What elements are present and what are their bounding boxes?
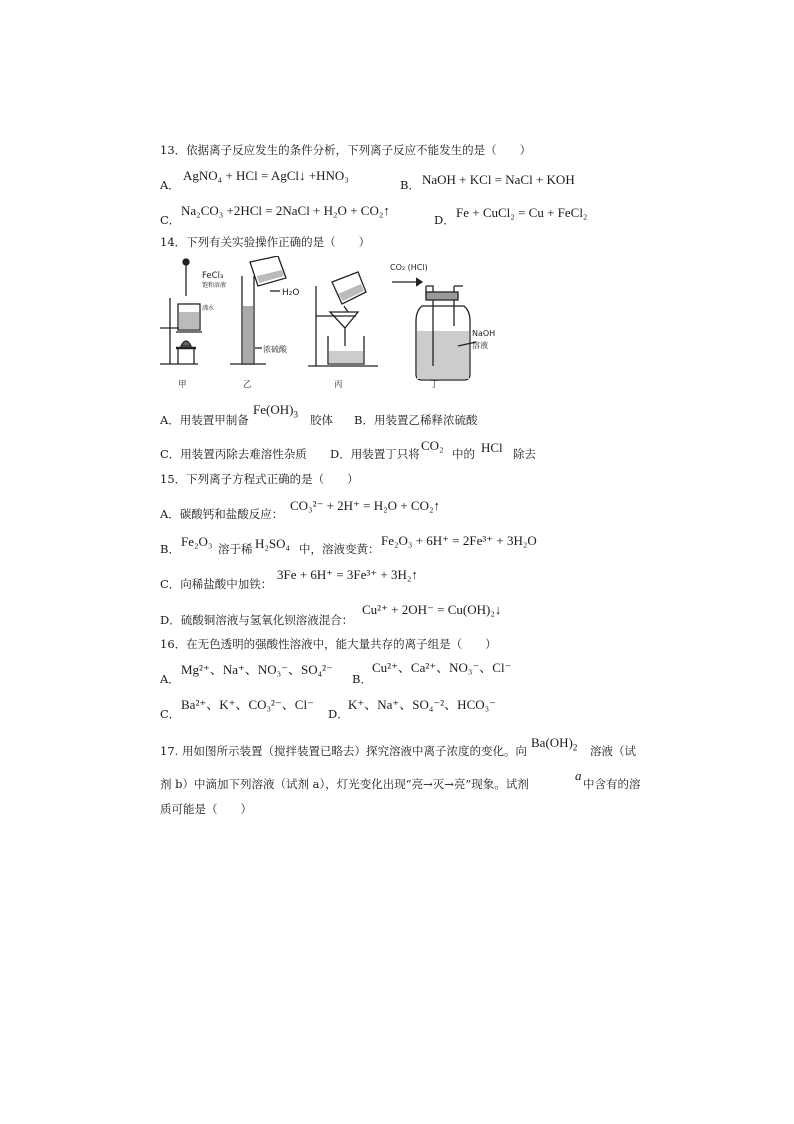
apparatus-bing xyxy=(308,272,378,366)
label-naoh: NaOH xyxy=(472,329,495,338)
q14-option-d-text: D．用装置丁只将 xyxy=(330,447,420,461)
q17-line3: 质可能是（ ） xyxy=(160,802,252,816)
q14-option-b: B．用装置乙稀释浓硫酸 xyxy=(354,413,478,427)
q13-option-a-label: A． xyxy=(160,178,180,192)
label-ding: 丁 xyxy=(430,380,439,390)
label-boiling-water: 沸水 xyxy=(202,305,215,312)
q17-line2-tail: 中含有的溶 xyxy=(583,777,641,791)
q17-baoh2-formula xyxy=(531,735,577,756)
q16-option-a-ions: Mg²⁺、Na⁺、NO₃⁻、SO₄²⁻ xyxy=(181,662,333,677)
q14-apparatus-figure xyxy=(158,256,495,390)
q13-option-a-equation: AgNO₄ + HCl = AgCl↓ +HNO₃ xyxy=(183,168,349,183)
q15-option-c-equation: 3Fe + 6H⁺ = 3Fe³⁺ + 3H₂↑ xyxy=(277,567,418,582)
q15-option-a-equation: CO₃²⁻ + 2H⁺ = H₂O + CO₂↑ xyxy=(290,498,440,513)
q15-option-a-text: A．碳酸钙和盐酸反应： xyxy=(160,507,284,521)
q13-option-b-label: B． xyxy=(400,178,420,192)
q15-option-b-fe2o3: Fe₂O₃ xyxy=(181,534,213,549)
q13-option-d-equation: Fe + CuCl₂ = Cu + FeCl₂ xyxy=(456,205,588,220)
q16-option-d-ions: K⁺、Na⁺、SO₄⁻²、HCO₃⁻ xyxy=(348,697,497,712)
label-bing: 丙 xyxy=(334,380,343,390)
q16-option-b-ions: Cu²⁺、Ca²⁺、NO₃⁻、Cl⁻ xyxy=(372,660,512,675)
label-jia: 甲 xyxy=(178,380,187,390)
q13-option-d-label: D． xyxy=(434,213,455,227)
q16-stem: 16．在无色透明的强酸性溶液中，能大量共存的离子组是（ ） xyxy=(160,637,497,651)
feoh-subscript: 3 xyxy=(293,409,298,420)
q15-option-b-label: B． xyxy=(160,542,180,556)
q16-option-c-label: C． xyxy=(160,707,181,721)
q14-option-d-co2: CO₂ xyxy=(421,438,444,453)
label-fecl3-saturated: 饱和溶液 xyxy=(202,282,227,289)
q15-option-c-text: C．向稀盐酸中加铁： xyxy=(160,577,273,591)
label-h2o: H₂O xyxy=(282,288,300,298)
q16-option-d-label: D． xyxy=(328,707,349,721)
q17-variable-a: a xyxy=(575,768,582,783)
q14-option-c: C．用装置丙除去难溶性杂质 xyxy=(160,447,307,461)
baoh2-subscript: 2 xyxy=(572,742,578,753)
q13-option-c-label: C． xyxy=(160,213,181,227)
q13-stem: 13．依据离子反应发生的条件分析，下列离子反应不能发生的是（ ） xyxy=(160,143,532,157)
label-conc-sulfuric-acid: 浓硫酸 xyxy=(263,345,287,354)
q15-option-b-tail: 中，溶液变黄： xyxy=(299,542,380,556)
q13-option-b-equation: NaOH + KCl = NaCl + KOH xyxy=(422,172,575,187)
q17-line2-text: 剂 b）中滴加下列溶液（试剂 a），灯光变化出现“亮→灭→亮”现象。试剂 xyxy=(160,777,529,791)
apparatus-ding xyxy=(392,278,476,380)
q14-option-d-mid: 中的 xyxy=(452,447,475,461)
q13-option-c-equation: Na₂CO₃ +2HCl = 2NaCl + H₂O + CO₂↑ xyxy=(181,203,390,218)
q15-option-b-h2so4: H₂SO₄ xyxy=(255,536,291,551)
feoh-formula: Fe(OH) xyxy=(253,402,294,417)
apparatus-diagram xyxy=(158,256,495,390)
q17-line1-text: 17. 用如图所示装置（搅拌装置已略去）探究溶液中离子浓度的变化。向 xyxy=(160,744,527,758)
q15-option-b-equation: Fe₂O₃ + 6H⁺ = 2Fe³⁺ + 3H₂O xyxy=(381,533,537,548)
label-co2-hcl: CO₂ (HCl) xyxy=(390,263,428,272)
q16-option-a-label: A． xyxy=(160,672,180,686)
q16-option-b-label: B． xyxy=(352,672,372,686)
q14-stem: 14．下列有关实验操作正确的是（ ） xyxy=(160,235,371,249)
label-yi: 乙 xyxy=(243,380,252,390)
q15-stem: 15．下列离子方程式正确的是（ ） xyxy=(160,472,359,486)
apparatus-jia xyxy=(160,259,202,364)
q14-option-a-text: A．用装置甲制备 xyxy=(160,413,249,427)
q14-option-d-hcl: HCl xyxy=(481,440,503,455)
q14-option-d-tail: 除去 xyxy=(513,447,536,461)
label-solution: 溶液 xyxy=(472,341,488,350)
q15-option-d-equation: Cu²⁺ + 2OH⁻ = Cu(OH)₂↓ xyxy=(362,602,502,617)
q15-option-d-text: D．硫酸铜溶液与氢氧化钡溶液混合： xyxy=(160,613,354,627)
q16-option-c-ions: Ba²⁺、K⁺、CO₃²⁻、Cl⁻ xyxy=(181,697,314,712)
q15-option-b-mid: 溶于稀 xyxy=(218,542,253,556)
label-fecl3: FeCl₃ xyxy=(202,271,224,281)
q17-line1-tail: 溶液（试 xyxy=(590,744,636,758)
baoh2-formula: Ba(OH) xyxy=(531,735,573,750)
q14-option-a-formula xyxy=(253,402,298,423)
q14-option-a-tail: 胶体 xyxy=(310,413,333,427)
